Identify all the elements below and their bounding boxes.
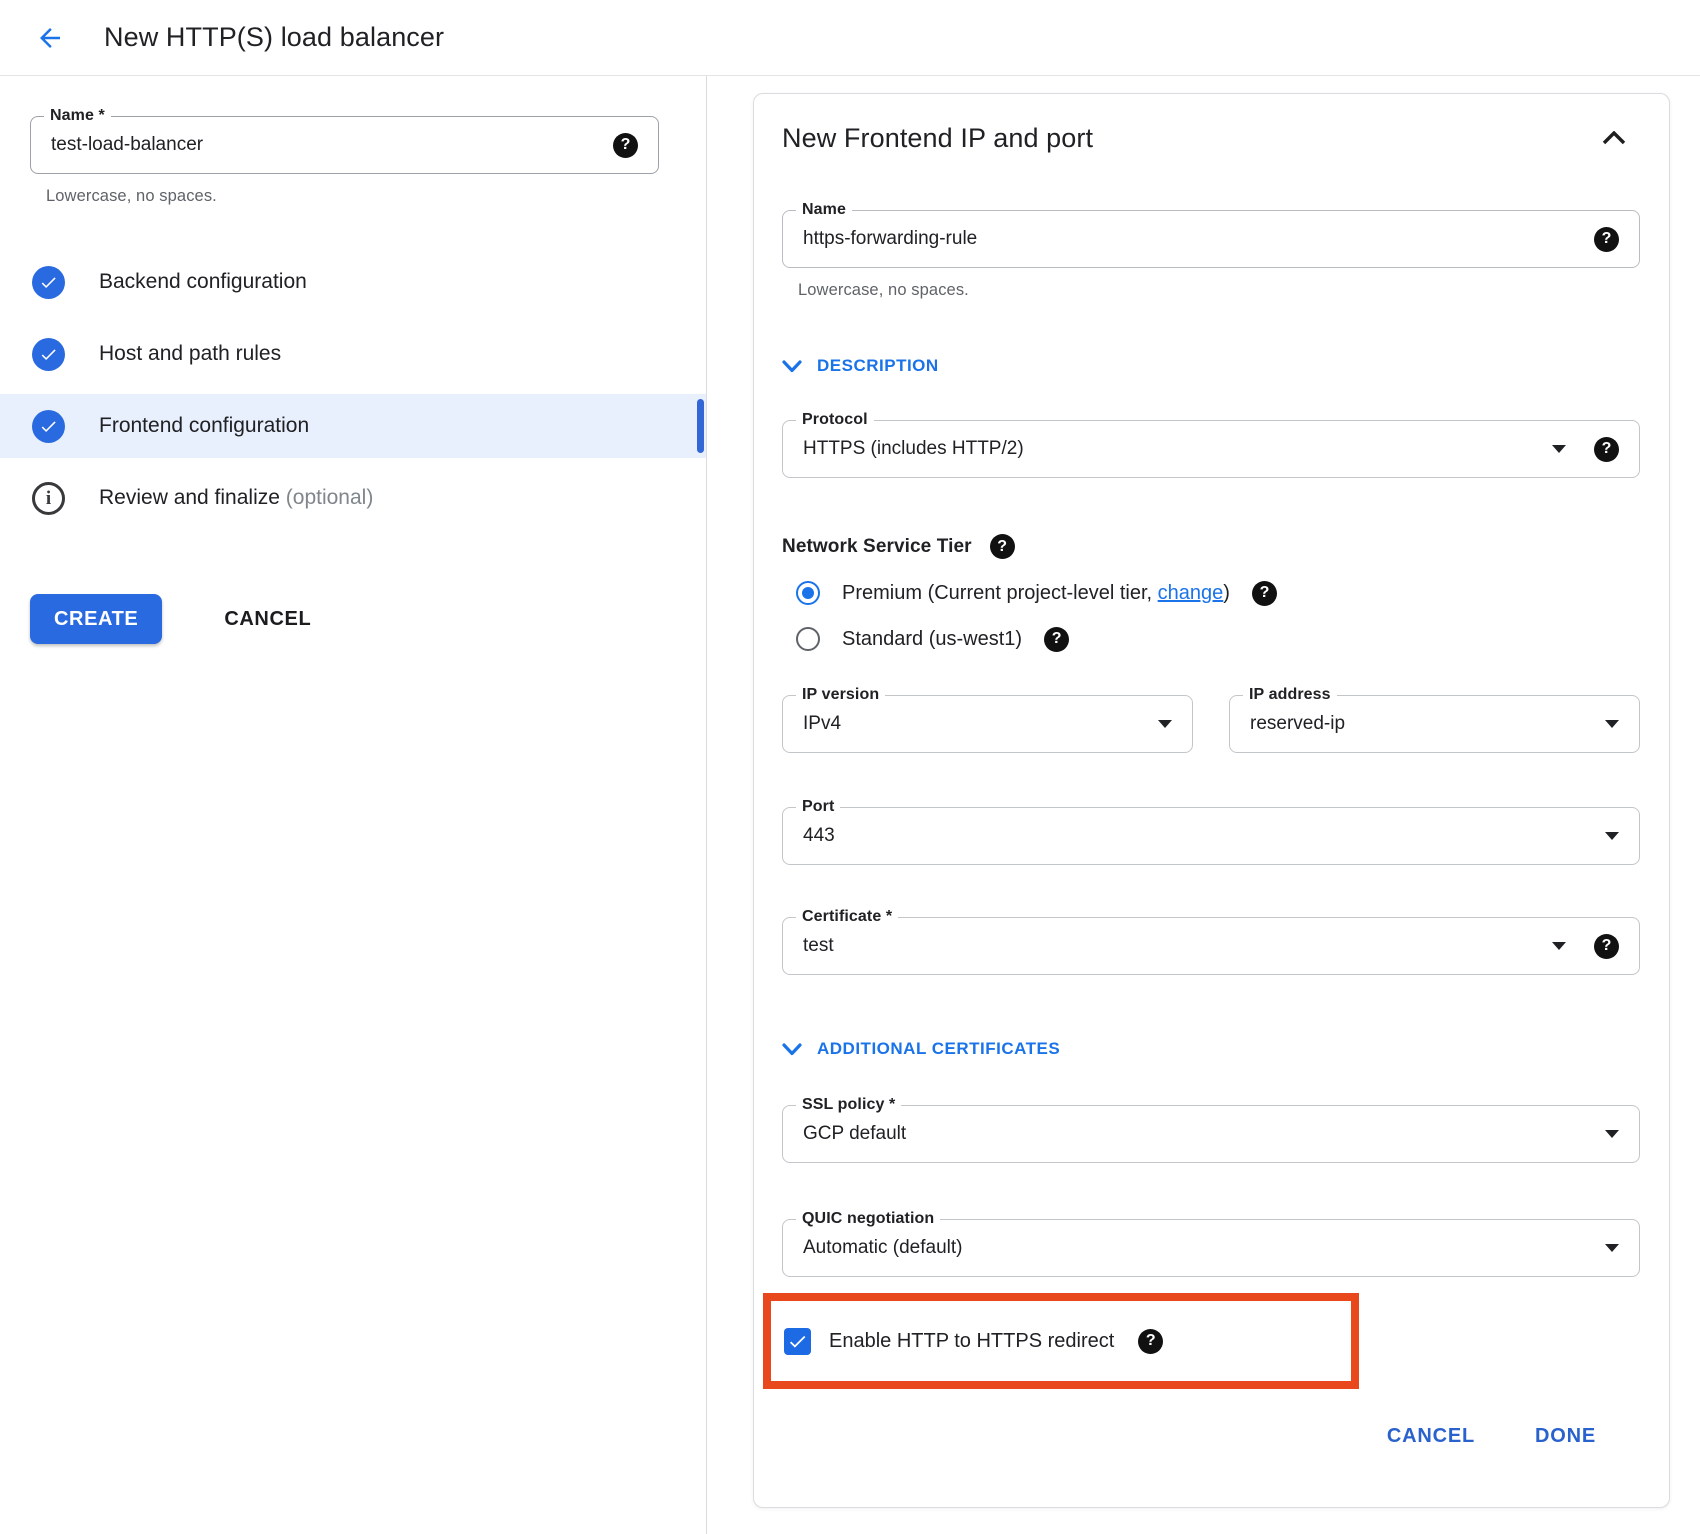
wizard-steps: [0, 250, 706, 530]
ssl-policy-value: GCP default: [803, 1123, 907, 1144]
quic-negotiation-select[interactable]: [782, 1210, 1640, 1277]
standard-tier-radio[interactable]: [782, 619, 1640, 659]
description-expander-label: DESCRIPTION: [817, 356, 939, 375]
frontend-name-label: Name: [796, 201, 852, 219]
create-button[interactable]: CREATE: [30, 594, 162, 644]
step-frontend-configuration[interactable]: [0, 394, 706, 458]
http-to-https-redirect-checkbox[interactable]: [784, 1328, 1163, 1355]
back-button[interactable]: [28, 16, 72, 60]
radio-selected-icon: [796, 581, 820, 605]
collapse-card-button[interactable]: [1594, 118, 1634, 158]
highlight-annotation-box: [763, 1293, 1359, 1389]
ip-address-select[interactable]: [1229, 686, 1640, 753]
lb-name-input[interactable]: [51, 134, 585, 156]
arrow-back-icon: [35, 23, 65, 53]
frontend-cancel-button[interactable]: CANCEL: [1375, 1415, 1487, 1458]
frontend-name-field[interactable]: [782, 201, 1640, 268]
lb-name-helper: Lowercase, no spaces.: [46, 187, 217, 205]
frontend-done-button[interactable]: DONE: [1523, 1415, 1608, 1458]
certificate-value: test: [803, 935, 834, 956]
frontend-name-helper: Lowercase, no spaces.: [798, 281, 969, 299]
standard-tier-label: Standard (us-west1): [842, 627, 1023, 650]
quic-negotiation-value: Automatic (default): [803, 1237, 963, 1258]
radio-unselected-icon: [796, 627, 820, 651]
redirect-checkbox-label: Enable HTTP to HTTPS redirect: [829, 1329, 1115, 1352]
dropdown-arrow-icon: [1605, 720, 1619, 728]
ssl-policy-select[interactable]: [782, 1096, 1640, 1163]
ip-version-label: IP version: [796, 686, 885, 704]
chevron-down-icon: [782, 360, 802, 373]
step-label: Host and path rules: [99, 342, 282, 365]
redirect-help-icon[interactable]: ?: [1138, 1329, 1163, 1354]
check-circle-icon: [32, 410, 65, 443]
ssl-policy-label: SSL policy *: [796, 1096, 901, 1114]
dropdown-arrow-icon: [1158, 720, 1172, 728]
check-circle-icon: [32, 338, 65, 371]
protocol-value: HTTPS (includes HTTP/2): [803, 438, 1024, 459]
change-tier-link[interactable]: change: [1157, 581, 1224, 604]
description-expander[interactable]: [782, 356, 1640, 376]
step-review-finalize[interactable]: [0, 466, 706, 530]
check-circle-icon: [32, 266, 65, 299]
dropdown-arrow-icon: [1605, 1244, 1619, 1252]
cancel-button[interactable]: CANCEL: [210, 598, 325, 641]
checkbox-checked-icon: [784, 1328, 811, 1355]
ip-address-value: reserved-ip: [1250, 713, 1346, 734]
step-label: Review and finalize (optional): [99, 486, 374, 509]
frontend-ip-port-card: [753, 93, 1670, 1508]
port-value: 443: [803, 825, 835, 846]
chevron-down-icon: [782, 1043, 802, 1056]
card-title: New Frontend IP and port: [782, 122, 1094, 153]
frontend-name-help-icon[interactable]: ?: [1594, 227, 1619, 252]
frontend-name-input[interactable]: [803, 228, 1566, 250]
premium-tier-label: Premium (Current project-level tier, change): [842, 581, 1230, 604]
ip-version-select[interactable]: [782, 686, 1193, 753]
wizard-sidebar: [0, 76, 707, 1534]
lb-name-label: Name *: [44, 107, 111, 125]
protocol-select[interactable]: [782, 411, 1640, 478]
step-label: Frontend configuration: [99, 414, 310, 437]
premium-tier-help-icon[interactable]: ?: [1252, 581, 1277, 606]
lb-name-help-icon[interactable]: ?: [613, 133, 638, 158]
frontend-config-pane: [707, 76, 1700, 1534]
network-service-tier-label: Network Service Tier: [782, 535, 972, 557]
protocol-label: Protocol: [796, 411, 874, 429]
certificate-select[interactable]: [782, 908, 1640, 975]
lb-name-field[interactable]: [30, 107, 659, 174]
page-title: New HTTP(S) load balancer: [104, 22, 445, 52]
premium-tier-radio[interactable]: [782, 573, 1640, 613]
dropdown-arrow-icon: [1605, 832, 1619, 840]
quic-negotiation-label: QUIC negotiation: [796, 1210, 940, 1228]
port-select[interactable]: [782, 798, 1640, 865]
certificate-label: Certificate *: [796, 908, 898, 926]
step-backend-configuration[interactable]: [0, 250, 706, 314]
ip-version-value: IPv4: [803, 713, 842, 734]
protocol-help-icon[interactable]: ?: [1594, 437, 1619, 462]
dropdown-arrow-icon: [1552, 445, 1566, 453]
step-label: Backend configuration: [99, 270, 307, 293]
top-app-bar: [0, 0, 1700, 76]
dropdown-arrow-icon: [1552, 942, 1566, 950]
additional-certificates-expander[interactable]: [782, 1039, 1640, 1059]
additional-certificates-label: ADDITIONAL CERTIFICATES: [817, 1039, 1061, 1058]
standard-tier-help-icon[interactable]: ?: [1044, 627, 1069, 652]
network-service-tier-help-icon[interactable]: ?: [990, 534, 1015, 559]
active-step-indicator: [697, 399, 704, 453]
port-label: Port: [796, 798, 840, 816]
certificate-help-icon[interactable]: ?: [1594, 934, 1619, 959]
step-host-path-rules[interactable]: [0, 322, 706, 386]
ip-address-label: IP address: [1243, 686, 1337, 704]
dropdown-arrow-icon: [1605, 1130, 1619, 1138]
chevron-up-icon: [1602, 131, 1626, 145]
info-circle-icon: i: [32, 482, 65, 515]
